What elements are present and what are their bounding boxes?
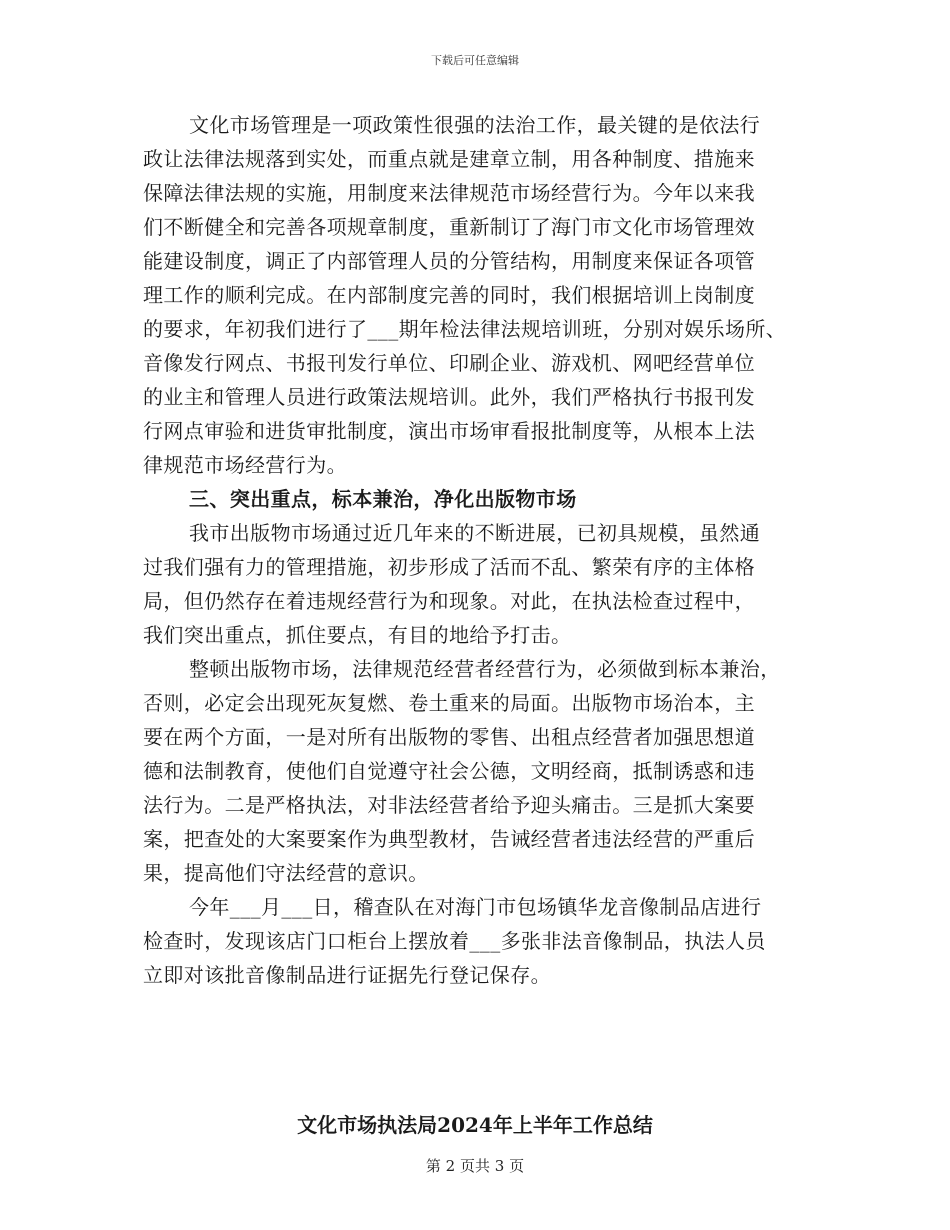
text-line: 要在两个方面，一是对所有出版物的零售、出租点经营者加强思想道: [143, 725, 755, 749]
text-line: 能建设制度，调正了内部管理人员的分管结构，用制度来保证各项管: [143, 249, 755, 273]
text-line: 我们突出重点，抓住要点，有目的地给予打击。: [143, 623, 572, 647]
text-line: 文化市场管理是一项政策性很强的法治工作，最关键的是依法行: [189, 113, 761, 137]
text-line: 整顿出版物市场，法律规范经营者经营行为，必须做到标本兼治，: [189, 657, 781, 681]
section-heading: 三、突出重点，标本兼治，净化出版物市场: [189, 487, 577, 511]
text-line: 果，提高他们守法经营的意识。: [143, 861, 429, 885]
text-line: 音像发行网点、书报刊发行单位、印刷企业、游戏机、网吧经营单位: [143, 351, 755, 375]
text-line: 今年___月___日，稽查队在对海门市包场镇华龙音像制品店进行: [189, 895, 762, 919]
text-line: 否则，必定会出现死灰复燃、卷土重来的局面。出版物市场治本，主: [143, 691, 755, 715]
text-line: 的要求，年初我们进行了___期年检法律法规培训班，分别对娱乐场所、: [143, 317, 787, 341]
body-text: [143, 108, 823, 992]
page-number-footer: 第 2 页共 3 页: [425, 1157, 525, 1175]
text-line: 律规范市场经营行为。: [143, 453, 347, 477]
text-line: 我市出版物市场通过近几年来的不断进展，已初具规模，虽然通: [189, 521, 761, 545]
text-line: 保障法律法规的实施，用制度来法律规范市场经营行为。今年以来我: [143, 181, 755, 205]
text-line: 局，但仍然存在着违规经营行为和现象。对此，在执法检查过程中，: [143, 589, 755, 613]
text-line: 德和法制教育，使他们自觉遵守社会公德，文明经商，抵制诱惑和违: [143, 759, 755, 783]
header-note: 下载后可任意编辑: [431, 54, 519, 67]
text-line: 立即对该批音像制品进行证据先行登记保存。: [143, 963, 551, 987]
text-line: 的业主和管理人员进行政策法规培训。此外，我们严格执行书报刊发: [143, 385, 755, 409]
text-line: 过我们强有力的管理措施，初步形成了活而不乱、繁荣有序的主体格: [143, 555, 755, 579]
document-title: 文化市场执法局2024年上半年工作总结: [297, 1113, 653, 1137]
text-line: 政让法律法规落到实处，而重点就是建章立制，用各种制度、措施来: [143, 147, 755, 171]
text-line: 行网点审验和进货审批制度，演出市场审看报批制度等，从根本上法: [143, 419, 755, 443]
text-line: 检查时，发现该店门口柜台上摆放着___多张非法音像制品，执法人员: [143, 929, 766, 953]
text-line: 们不断健全和完善各项规章制度，重新制订了海门市文化市场管理效: [143, 215, 755, 239]
text-line: 理工作的顺利完成。在内部制度完善的同时，我们根据培训上岗制度: [143, 283, 755, 307]
text-line: 案，把查处的大案要案作为典型教材，告诫经营者违法经营的严重后: [143, 827, 755, 851]
text-line: 法行为。二是严格执法，对非法经营者给予迎头痛击。三是抓大案要: [143, 793, 755, 817]
